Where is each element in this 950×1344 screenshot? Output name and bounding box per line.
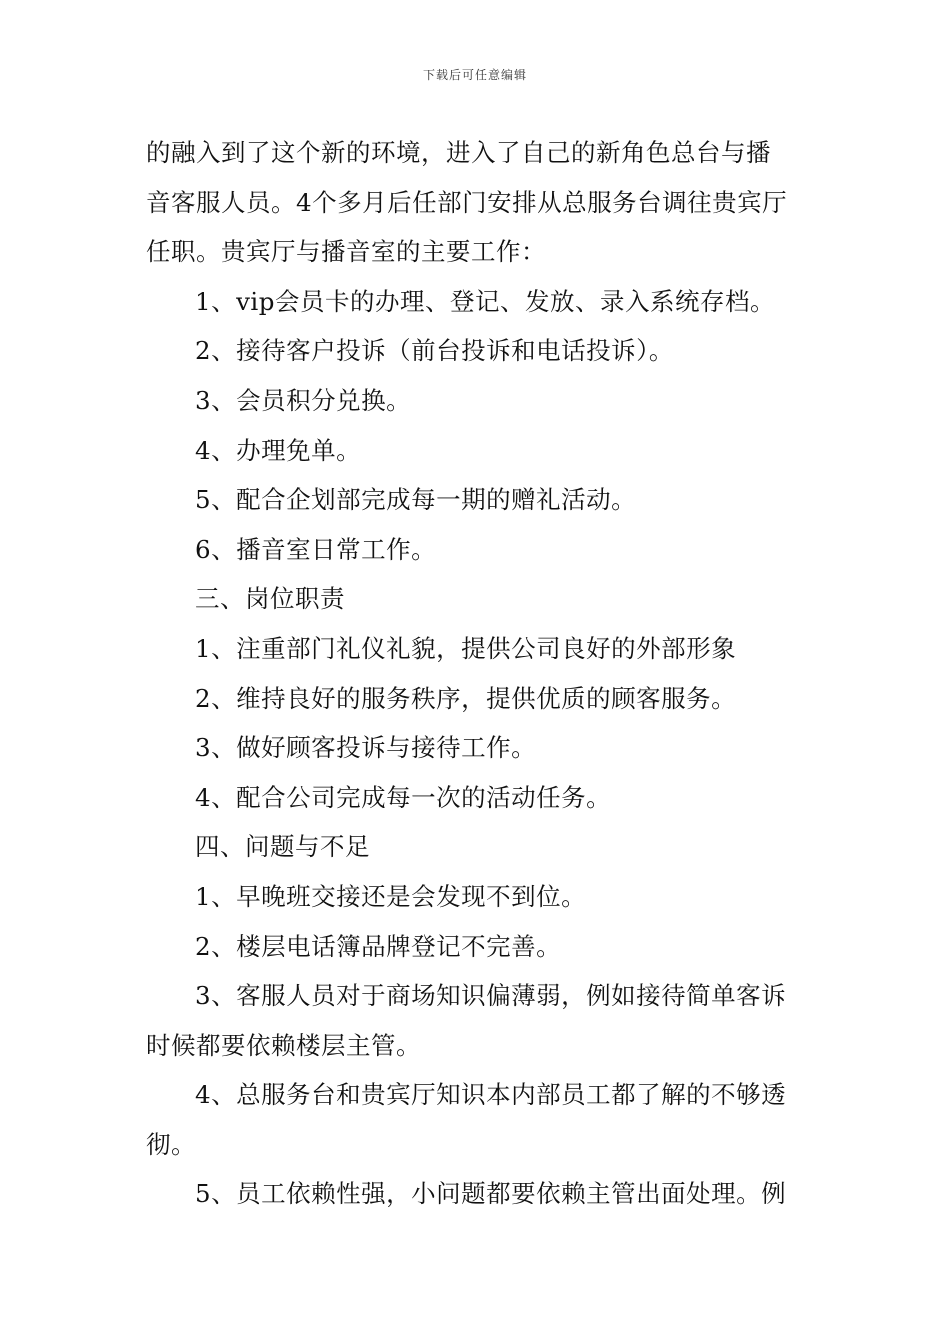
list-item: 1、注重部门礼仪礼貌，提供公司良好的外部形象 <box>195 633 737 663</box>
list-item: 4、总服务台和贵宾厅知识本内部员工都了解的不够透 <box>195 1080 787 1110</box>
page-header: 下载后可任意编辑 <box>422 68 527 82</box>
body-line: 时候都要依赖楼层主管。 <box>146 1030 421 1060</box>
section-heading: 三、岗位职责 <box>195 584 345 614</box>
list-item: 2、维持良好的服务秩序，提供优质的顾客服务。 <box>195 683 737 713</box>
body-line: 彻。 <box>146 1129 196 1159</box>
document-body <box>146 128 810 1219</box>
list-item: 4、配合公司完成每一次的活动任务。 <box>195 782 612 812</box>
list-item: 5、配合企划部完成每一期的赠礼活动。 <box>195 485 637 515</box>
body-line: 的融入到了这个新的环境，进入了自己的新角色总台与播 <box>146 138 771 167</box>
body-line: 任职。贵宾厅与播音室的主要工作： <box>146 237 546 267</box>
list-item: 2、接待客户投诉（前台投诉和电话投诉）。 <box>195 336 674 366</box>
list-item: 3、客服人员对于商场知识偏薄弱，例如接待简单客诉 <box>195 981 787 1011</box>
list-item: 6、播音室日常工作。 <box>195 534 437 564</box>
list-item: 1、早晚班交接还是会发现不到位。 <box>195 881 587 911</box>
list-item: 3、会员积分兑换。 <box>195 385 412 415</box>
body-line: 音客服人员。4个多月后任部门安排从总服务台调往贵宾厅 <box>146 187 788 217</box>
list-item: 3、做好顾客投诉与接待工作。 <box>195 733 537 763</box>
list-item: 1、vip会员卡的办理、登记、发放、录入系统存档。 <box>195 286 775 316</box>
list-item: 4、办理免单。 <box>195 435 362 465</box>
section-heading: 四、问题与不足 <box>195 832 370 862</box>
list-item: 2、楼层电话簿品牌登记不完善。 <box>195 931 562 961</box>
list-item: 5、员工依赖性强，小问题都要依赖主管出面处理。例 <box>195 1179 787 1209</box>
